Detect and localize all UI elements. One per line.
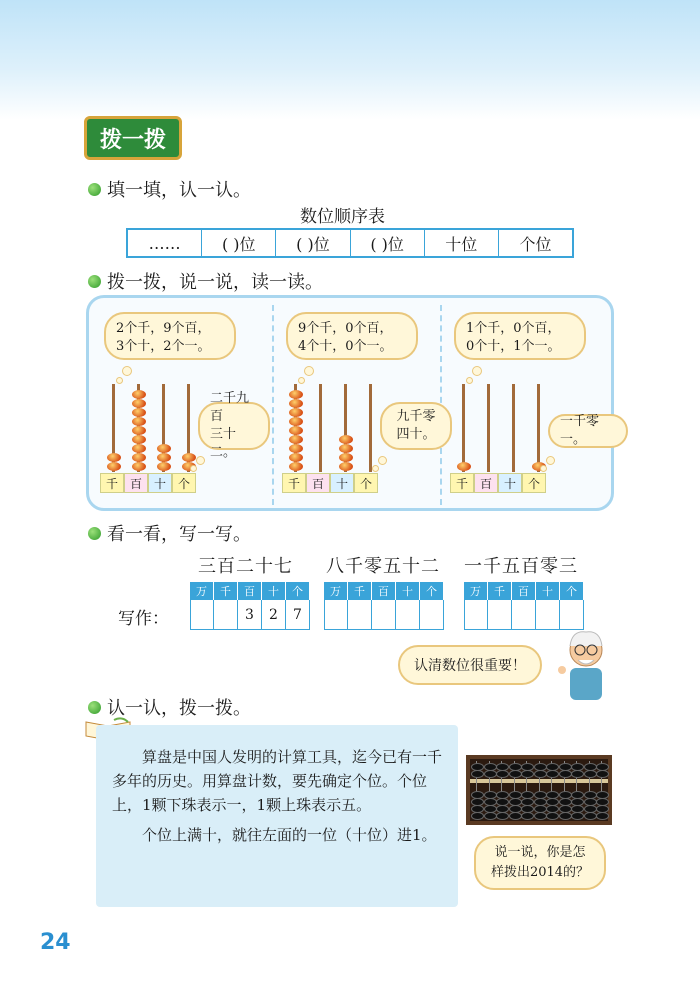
grid-answer-cell[interactable] — [190, 600, 214, 630]
suanpan-bead — [596, 812, 609, 820]
grid-answer-cell[interactable]: 2 — [262, 600, 286, 630]
heading-fill-in — [88, 176, 251, 202]
grid-answer-cell[interactable] — [214, 600, 238, 630]
place-label: 十 — [330, 473, 354, 493]
abacus-bead — [289, 435, 303, 444]
cloud-puff — [378, 456, 387, 465]
abacus-bead — [132, 435, 146, 444]
grid-header: 十 — [396, 582, 420, 600]
abacus-bead — [289, 444, 303, 453]
write-grid — [324, 582, 444, 630]
tip-text: 认清数位很重要！ — [414, 658, 526, 674]
place-label: 千 — [282, 473, 306, 493]
pv-cell: ( )位 — [350, 230, 424, 256]
abacus-bead — [157, 444, 171, 453]
grid-header: 千 — [214, 582, 238, 600]
abacus-bead — [132, 462, 146, 471]
suanpan-bead — [484, 812, 497, 820]
thought-cloud — [286, 312, 418, 360]
abacus-bead — [132, 390, 146, 399]
cloud-puff — [190, 465, 197, 472]
grandpa-character-icon — [552, 628, 618, 704]
reading-line: 二千九百 — [210, 391, 250, 424]
suanpan-bead — [484, 770, 497, 778]
grid-header-row — [324, 582, 444, 600]
info-paragraph: 算盘是中国人发明的计算工具，迄今已有一千多年的历史。用算盘计数，要先确定个位。个位上，1颗下珠表示一，1颗上珠表示五。 — [112, 748, 443, 814]
grid-answer-cell[interactable] — [488, 600, 512, 630]
grid-answer-cell[interactable] — [536, 600, 560, 630]
pv-cell: ( )位 — [201, 230, 275, 256]
place-label: 十 — [148, 473, 172, 493]
cloud-line: 1个千，0个百， — [466, 321, 561, 336]
question-line: 样拨出2014的？ — [490, 865, 590, 880]
abacus-bead — [107, 453, 121, 462]
green-dot-icon — [88, 701, 101, 714]
thought-cloud — [104, 312, 236, 360]
info-paragraph: 个位上满十，就往左面的一位（十位）进1。 — [142, 826, 437, 844]
grid-header: 万 — [190, 582, 214, 600]
grid-header: 百 — [372, 582, 396, 600]
grid-header-row — [190, 582, 310, 600]
suanpan-bead — [596, 770, 609, 778]
write-grid — [464, 582, 584, 630]
cloud-line: 2个千，9个百， — [116, 321, 211, 336]
grid-header: 万 — [464, 582, 488, 600]
grid-header-row — [464, 582, 584, 600]
place-label: 千 — [450, 473, 474, 493]
abacus-bead — [289, 462, 303, 471]
reading-cloud — [380, 402, 452, 450]
suanpan-bead — [584, 770, 597, 778]
pv-cell: 十位 — [424, 230, 498, 256]
grid-header: 十 — [536, 582, 560, 600]
tip-bubble — [398, 645, 542, 685]
grid-header: 个 — [420, 582, 444, 600]
abacus-bead — [339, 453, 353, 462]
grid-header: 百 — [512, 582, 536, 600]
grid-answer-cell[interactable]: 3 — [238, 600, 262, 630]
abacus-bead — [182, 453, 196, 462]
grid-header: 个 — [286, 582, 310, 600]
heading-text: 看一看，写一写。 — [107, 524, 251, 545]
abacus-rod — [369, 384, 372, 472]
grid-answer-cell[interactable] — [464, 600, 488, 630]
place-label: 十 — [498, 473, 522, 493]
abacus-bead — [132, 399, 146, 408]
suanpan-bead — [471, 812, 484, 820]
abacus-bead — [132, 453, 146, 462]
cloud-puff — [116, 377, 123, 384]
suanpan-bead — [521, 770, 534, 778]
abacus-bead — [132, 408, 146, 417]
cloud-puff — [298, 377, 305, 384]
write-label: 写作： — [118, 609, 169, 629]
green-dot-icon — [88, 275, 101, 288]
reading-line: 三十二。 — [210, 427, 237, 460]
grid-answer-cell[interactable] — [324, 600, 348, 630]
place-label: 个 — [522, 473, 546, 493]
question-line: 说一说，你是怎 — [494, 845, 586, 860]
heading-write — [88, 520, 251, 546]
abacus-bead — [289, 390, 303, 399]
abacus-bead — [157, 453, 171, 462]
grid-answer-cell[interactable] — [512, 600, 536, 630]
pv-cell: 个位 — [498, 230, 572, 256]
suanpan-bead — [571, 770, 584, 778]
abacus-rod — [462, 384, 465, 472]
number-title: 八千零五十二 — [326, 556, 440, 577]
write-grid — [190, 582, 310, 630]
cloud-line: 9个千，0个百， — [298, 321, 393, 336]
reading-cloud — [548, 414, 628, 448]
heading-text: 认一认，拨一拨。 — [107, 698, 251, 719]
pv-cell: …… — [148, 233, 181, 253]
cloud-puff — [546, 456, 555, 465]
question-bubble — [474, 836, 606, 890]
abacus-bead — [132, 426, 146, 435]
suanpan-bead — [559, 770, 572, 778]
cloud-puff — [372, 465, 379, 472]
abacus-bead — [289, 417, 303, 426]
grid-answer-cell[interactable] — [560, 600, 584, 630]
abacus-bead — [132, 417, 146, 426]
place-label-row — [100, 473, 196, 493]
abacus-bead — [107, 462, 121, 471]
abacus-bead — [289, 453, 303, 462]
abacus-rod — [512, 384, 515, 472]
abacus-bead — [132, 444, 146, 453]
reading-line: 一千零一。 — [560, 414, 600, 447]
grid-answer-cell[interactable] — [420, 600, 444, 630]
suanpan-bead — [509, 812, 522, 820]
grid-header: 千 — [348, 582, 372, 600]
table-caption: 数位顺序表 — [300, 207, 385, 227]
panel-divider — [272, 305, 274, 505]
green-dot-icon — [88, 183, 101, 196]
place-label: 个 — [354, 473, 378, 493]
heading-text: 填一填，认一认。 — [107, 180, 251, 201]
place-label-row — [450, 473, 546, 493]
place-label: 千 — [100, 473, 124, 493]
place-value-table — [126, 228, 574, 258]
suanpan-bead — [571, 812, 584, 820]
abacus-rod — [487, 384, 490, 472]
grid-answer-row — [464, 600, 584, 630]
place-label: 百 — [474, 473, 498, 493]
grid-header: 千 — [488, 582, 512, 600]
suanpan-bead — [534, 812, 547, 820]
reading-line: 九千零 — [396, 409, 436, 424]
abacus-bead — [289, 408, 303, 417]
grid-answer-cell[interactable] — [396, 600, 420, 630]
abacus-bead — [289, 426, 303, 435]
number-title: 一千五百零三 — [464, 556, 578, 577]
section-badge: 拨一拨 — [84, 116, 182, 160]
place-label-row — [282, 473, 378, 493]
place-label: 个 — [172, 473, 196, 493]
abacus-bead — [339, 444, 353, 453]
grid-header: 个 — [560, 582, 584, 600]
reading-line: 四十。 — [396, 427, 436, 442]
number-title: 三百二十七 — [198, 556, 293, 577]
grid-answer-cell[interactable] — [372, 600, 396, 630]
grid-answer-cell[interactable] — [348, 600, 372, 630]
suanpan-bead — [559, 812, 572, 820]
suanpan-bead — [471, 770, 484, 778]
cloud-puff — [540, 465, 547, 472]
abacus-bead — [457, 462, 471, 471]
cloud-puff — [304, 366, 314, 376]
cloud-line: 4个十，0个一。 — [298, 339, 393, 354]
heading-abacus — [88, 268, 323, 294]
suanpan-bead — [496, 812, 509, 820]
grid-header: 百 — [238, 582, 262, 600]
suanpan-bead — [509, 770, 522, 778]
reading-cloud — [198, 391, 270, 460]
thought-cloud — [454, 312, 586, 360]
abacus-bead — [289, 399, 303, 408]
abacus-bead — [157, 462, 171, 471]
info-text — [112, 745, 452, 847]
grid-answer-row — [190, 600, 310, 630]
cloud-line: 3个十，2个一。 — [116, 339, 211, 354]
suanpan-image — [466, 755, 612, 825]
pv-cell: ( )位 — [275, 230, 349, 256]
suanpan-bead — [496, 770, 509, 778]
suanpan-bead — [521, 812, 534, 820]
grid-header: 十 — [262, 582, 286, 600]
suanpan-bead — [584, 812, 597, 820]
suanpan-bead — [546, 812, 559, 820]
suanpan-bead — [534, 770, 547, 778]
place-label: 百 — [306, 473, 330, 493]
abacus-rod — [319, 384, 322, 472]
suanpan-bead — [546, 770, 559, 778]
cloud-puff — [472, 366, 482, 376]
heading-text: 拨一拨，说一说，读一读。 — [107, 272, 323, 293]
abacus-rod — [537, 384, 540, 472]
grid-header: 万 — [324, 582, 348, 600]
abacus-bead — [339, 435, 353, 444]
abacus-bead — [339, 462, 353, 471]
cloud-puff — [122, 366, 132, 376]
top-banner — [0, 0, 700, 120]
cloud-line: 0个十，1个一。 — [466, 339, 561, 354]
cloud-puff — [466, 377, 473, 384]
place-label: 百 — [124, 473, 148, 493]
cloud-puff — [196, 456, 205, 465]
grid-answer-cell[interactable]: 7 — [286, 600, 310, 630]
green-dot-icon — [88, 527, 101, 540]
page-number: 24 — [40, 930, 71, 955]
grid-answer-row — [324, 600, 444, 630]
